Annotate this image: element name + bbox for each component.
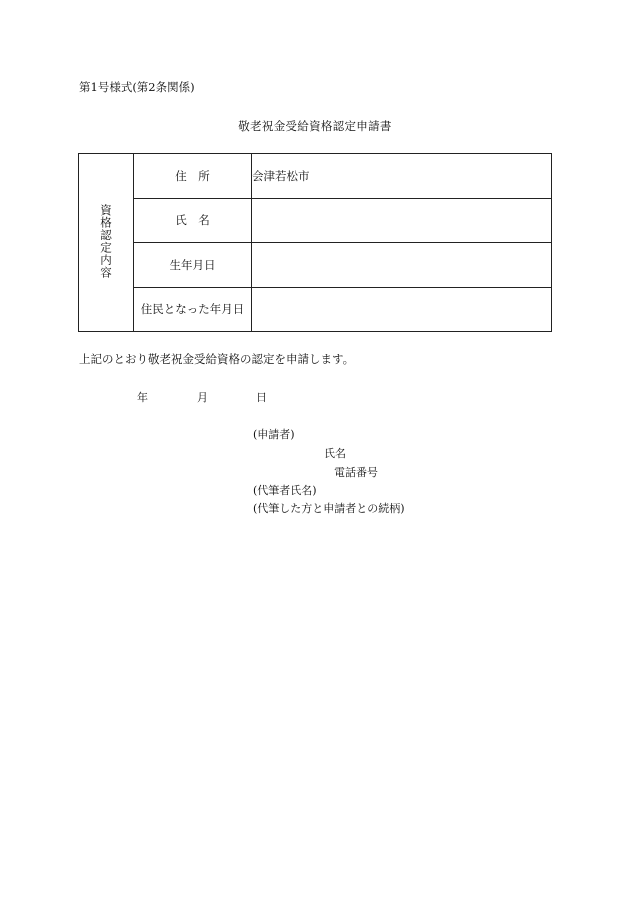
table-row xyxy=(79,243,552,288)
qualification-group-label: 資格認定内容 xyxy=(99,203,113,279)
applicant-name-label: 氏名 xyxy=(324,447,346,460)
application-statement: 上記のとおり敬老祝金受給資格の認定を申請します。 xyxy=(79,352,355,366)
document-title: 敬老祝金受給資格認定申請書 xyxy=(238,119,392,133)
qualification-table xyxy=(78,153,552,332)
table-row xyxy=(79,287,552,332)
address-value[interactable]: 会津若松市 xyxy=(252,154,552,199)
form-number: 第1号様式(第2条関係) xyxy=(79,80,195,94)
table-row xyxy=(79,154,552,199)
name-label: 氏 名 xyxy=(134,198,252,243)
qualification-group-label-cell xyxy=(79,154,134,332)
address-label: 住 所 xyxy=(134,154,252,199)
applicant-phone-label: 電話番号 xyxy=(334,466,378,479)
proxy-name-label: (代筆者氏名) xyxy=(253,484,317,497)
birthdate-value[interactable] xyxy=(252,243,552,288)
birthdate-label: 生年月日 xyxy=(134,243,252,288)
residency-date-value[interactable] xyxy=(252,287,552,332)
date-year-label: 年 xyxy=(137,391,148,404)
applicant-heading: (申請者) xyxy=(253,428,295,441)
residency-date-label: 住民となった年月日 xyxy=(134,287,252,332)
table-row xyxy=(79,198,552,243)
date-day-label: 日 xyxy=(256,391,267,404)
date-month-label: 月 xyxy=(197,391,208,404)
proxy-relation-label: (代筆した方と申請者との続柄) xyxy=(253,502,405,515)
name-value[interactable] xyxy=(252,198,552,243)
